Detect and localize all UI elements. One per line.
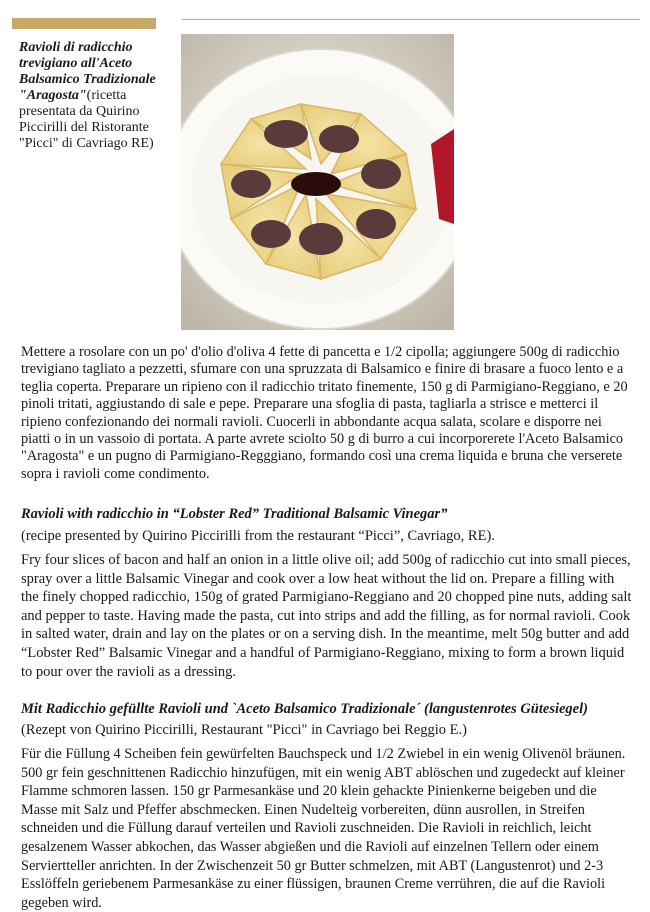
german-recipe: Für die Füllung 4 Scheiben fein gewürfelten Bauchspeck und 1/2 Zwiebel in ein wenig Olivenöl bräunen. 500 gr fein geschnittenen Radicchio hinzufügen, mit ein wenig ABT ablöschen und zugedeckt auf kleiner Flamme schmoren lassen. 150 gr Parmesankäse und 20 klein gehackte Pinienkerne beigeben und die Masse mit Salz und Pfeffer abschmecken. Einen Nudelteig vorbereiten, dünn ausrollen, in Streifen schneiden und die Füllung darauf verteilen und Ravioli zuschneiden. Die Ravioli in reichlich, leicht gesalzenem Wasser abkochen, das Wasser abgießen und die Ravioli auf einzelnen Tellern oder einem Serviertteller anrichten. In der Zwischenzeit 50 gr Butter schmelzen, mit ABT (Langustenrot) und 2-3 Esslöffeln geriebenem Parmesankäse zu einer flüssigen, braunen Creme verrühren, die auf die Ravioli gegeben wird. (21, 746, 626, 911)
header-accent-bar (12, 18, 156, 29)
english-heading: Ravioli with radicchio in “Lobster Red” Traditional Balsamic Vinegar” (21, 506, 448, 522)
caption-credit: (ricetta presentata da Quirino Piccirilli del Ristorante "Picci" di Cavriago RE) (19, 88, 154, 151)
english-recipe: Fry four slices of bacon and half an onion in a little olive oil; add 500g of radicchio cut into small pieces, spray over a little Balsamic Vinegar and cook over a low heat without the lid on. Prepare a filling with the finely chopped radicchio, 150g of grated Parmigiano-Reggiano and 20 chopped pine nuts, adding salt and pepper to taste. Having made the pasta, cut into strips and add the filling, as for normal ravioli. Cook in salted water, drain and lay on the plates or on a serving dish. In the meantime, melt 50g butter and add “Lobster Red” Balsamic Vinegar and a handful of Parmigiano-Reggiano, mixing to form a brown liquid to pour over the ravioli as a dressing. (21, 552, 632, 680)
italian-recipe: Mettere a rosolare con un po' d'olio d'oliva 4 fette di pancetta e 1/2 cipolla; aggiungere 500g di radicchio trevigiano tagliato a pezzetti, sfumare con una spruzzata di Balsamico e finire di brasare a fuoco lento e a teglia coperta. Preparare un ripieno con il radicchio tritato finemente, 150 g di Parmigiano-Reggiano, e 20 pinoli tritati, aggiustando di sale e pepe. Preparare una sfoglia di pasta, tagliarla a strisce e metterci il ripieno confezionando dei normali ravioli. Cuocerli in abbondante acqua salata, scolare e disporre nei piatti o in un vassoio di portata. A parte avrete sciolto 50 g di burro a cui incorporerete l'Aceto Balsamico "Aragosta" e un pugno di Parmigiano-Regggiano, formando così una crema liquida e bruna che verserete sopra i ravioli come condimento. (21, 344, 628, 482)
german-subheading: (Rezept von Quirino Piccirilli, Restaurant "Picci" in Cavriago bei Reggio E.) (21, 722, 467, 738)
english-subheading: (recipe presented by Quirino Piccirilli from the restaurant “Picci”, Cavriago, RE). (21, 528, 495, 544)
header-rule (182, 19, 640, 20)
plate-of-ravioli-photo (181, 34, 454, 330)
photo-caption (19, 40, 169, 152)
ravioli-photo (181, 34, 454, 330)
caption-title: Ravioli di radicchio trevigiano all'Aceto Balsamico Tradizionale "Aragosta" (19, 40, 156, 103)
german-heading: Mit Radicchio gefüllte Ravioli und `Aceto Balsamico Tradizionale´ (langustenrotes Gütesiegel) (21, 701, 588, 717)
